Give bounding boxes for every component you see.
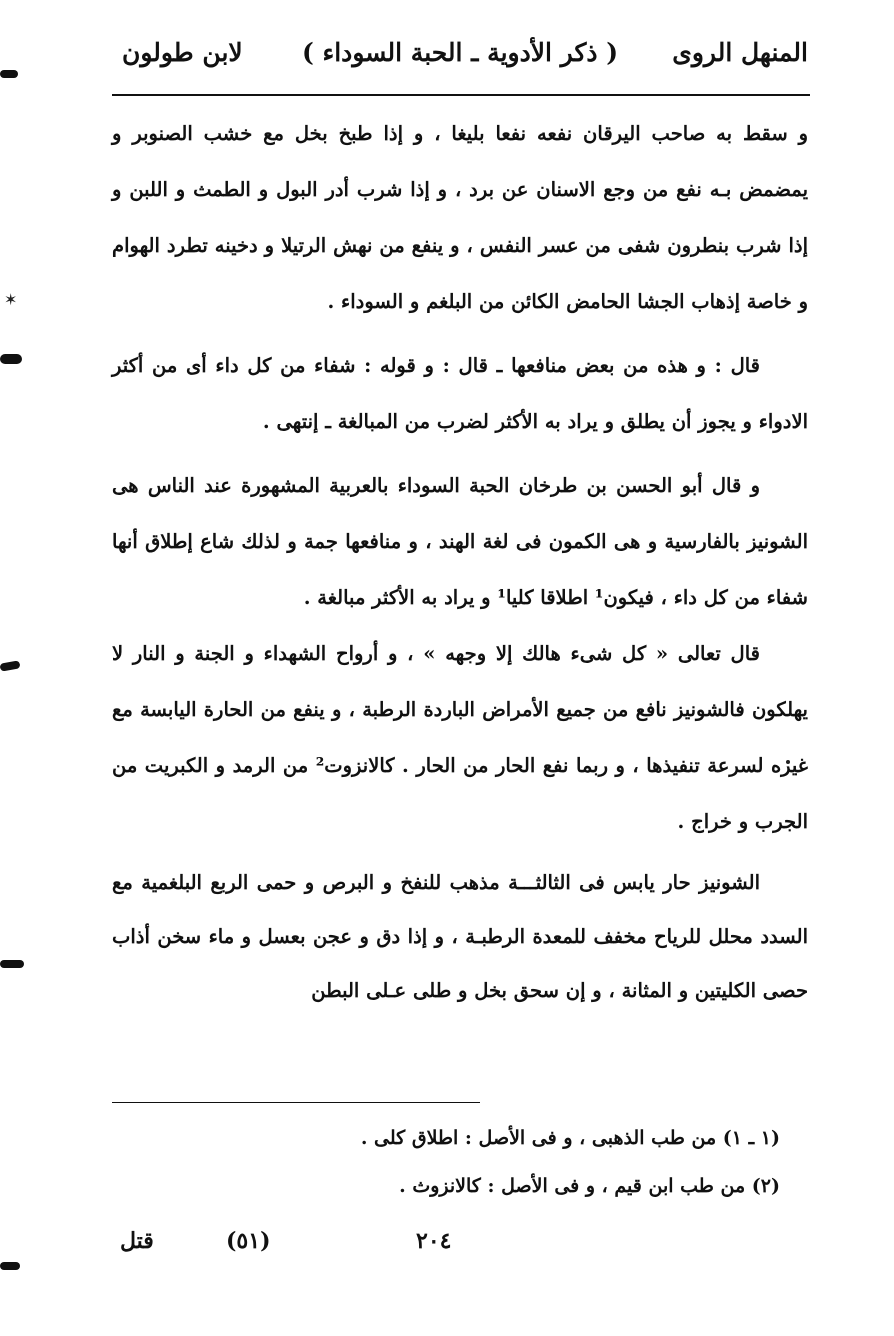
author-name: لابن طولون [122, 38, 243, 67]
page-number: ٢٠٤ [416, 1228, 452, 1254]
binding-mark [0, 960, 24, 968]
binding-star-mark: ✶ [4, 290, 18, 309]
footnote: (٢) من طب ابن قيم ، و فى الأصل : كالانزوث . [399, 1175, 780, 1197]
section-title: ( ذكر الأدوية ـ الحبة السوداء ) [301, 38, 619, 67]
paragraph: قال : و هذه من بعض منافعها ـ قال : و قوله : شفاء من كل داء أى من أكثر الادواء و يجوز أن يطلق و يراد به الأكثر لضرب من المبالغة ـ إنتهى . [112, 354, 808, 433]
paragraph: قال تعالى « كل شىء هالك إلا وجهه » ، و أرواح الشهداء و الجنة و النار لا يهلكون فالشونيز نافع من جميع الأمراض الباردة الرطبة ، و ينفع من الحارة اليابسة مع غيره لسرعة تنفيذها ، و ربما نفع الحار من الحار . كالانزوت² من الرمد و الكبريت من الجرب و خراج . [112, 642, 809, 833]
footnote-rule [112, 1102, 480, 1103]
running-header [112, 38, 808, 90]
book-title: المنهل الروى [672, 38, 808, 67]
header-rule [112, 94, 810, 96]
catchword: قتل [120, 1228, 154, 1254]
footnotes [112, 1114, 808, 1210]
binding-mark [0, 70, 18, 78]
body-text [112, 106, 808, 1018]
paragraph: الشونيز حار يابس فى الثالثـــة مذهب للنفخ و البرص و حمى الربع البلغمية مع السدد محلل للرياح مخفف للمعدة الرطبـة ، و إذا دق و عجن بعسل و ماء سخن أذاب حصى الكليتين و المثانة ، و إن سحق بخل و طلى عـلى البطن [112, 871, 808, 1002]
footnote: (١ ـ ١) من طب الذهبى ، و فى الأصل : اطلاق كلى . [360, 1127, 780, 1149]
binding-mark [0, 1262, 20, 1270]
paragraph: و قال أبو الحسن بن طرخان الحبة السوداء بالعربية المشهورة عند الناس هى الشونيز بالفارسية و هى الكمون فى لغة الهند ، و منافعها جمة و لذلك شاع إطلاق أنها شفاء من كل داء ، فيكون¹ اطلاقا كليا¹ و يراد به الأكثر مبالغة . [112, 474, 808, 609]
binding-mark [0, 354, 22, 364]
sheet-number: (٥١) [226, 1228, 271, 1254]
paragraph: و سقط به صاحب اليرقان نفعه نفعا بليغا ، و إذا طبخ بخل مع خشب الصنوبر و يمضمض بـه نفع من وجع الاسنان عن برد ، و إذا شرب أدر البول و الطمث و اللبن و إذا شرب بنطرون شفى من عسر النفس ، و ينفع من نهش الرتيلا و دخينه تطرد الهوام و خاصة إذهاب الجشا الحامض الكائن من البلغم و السوداء . [112, 122, 808, 313]
binding-mark [0, 660, 21, 671]
